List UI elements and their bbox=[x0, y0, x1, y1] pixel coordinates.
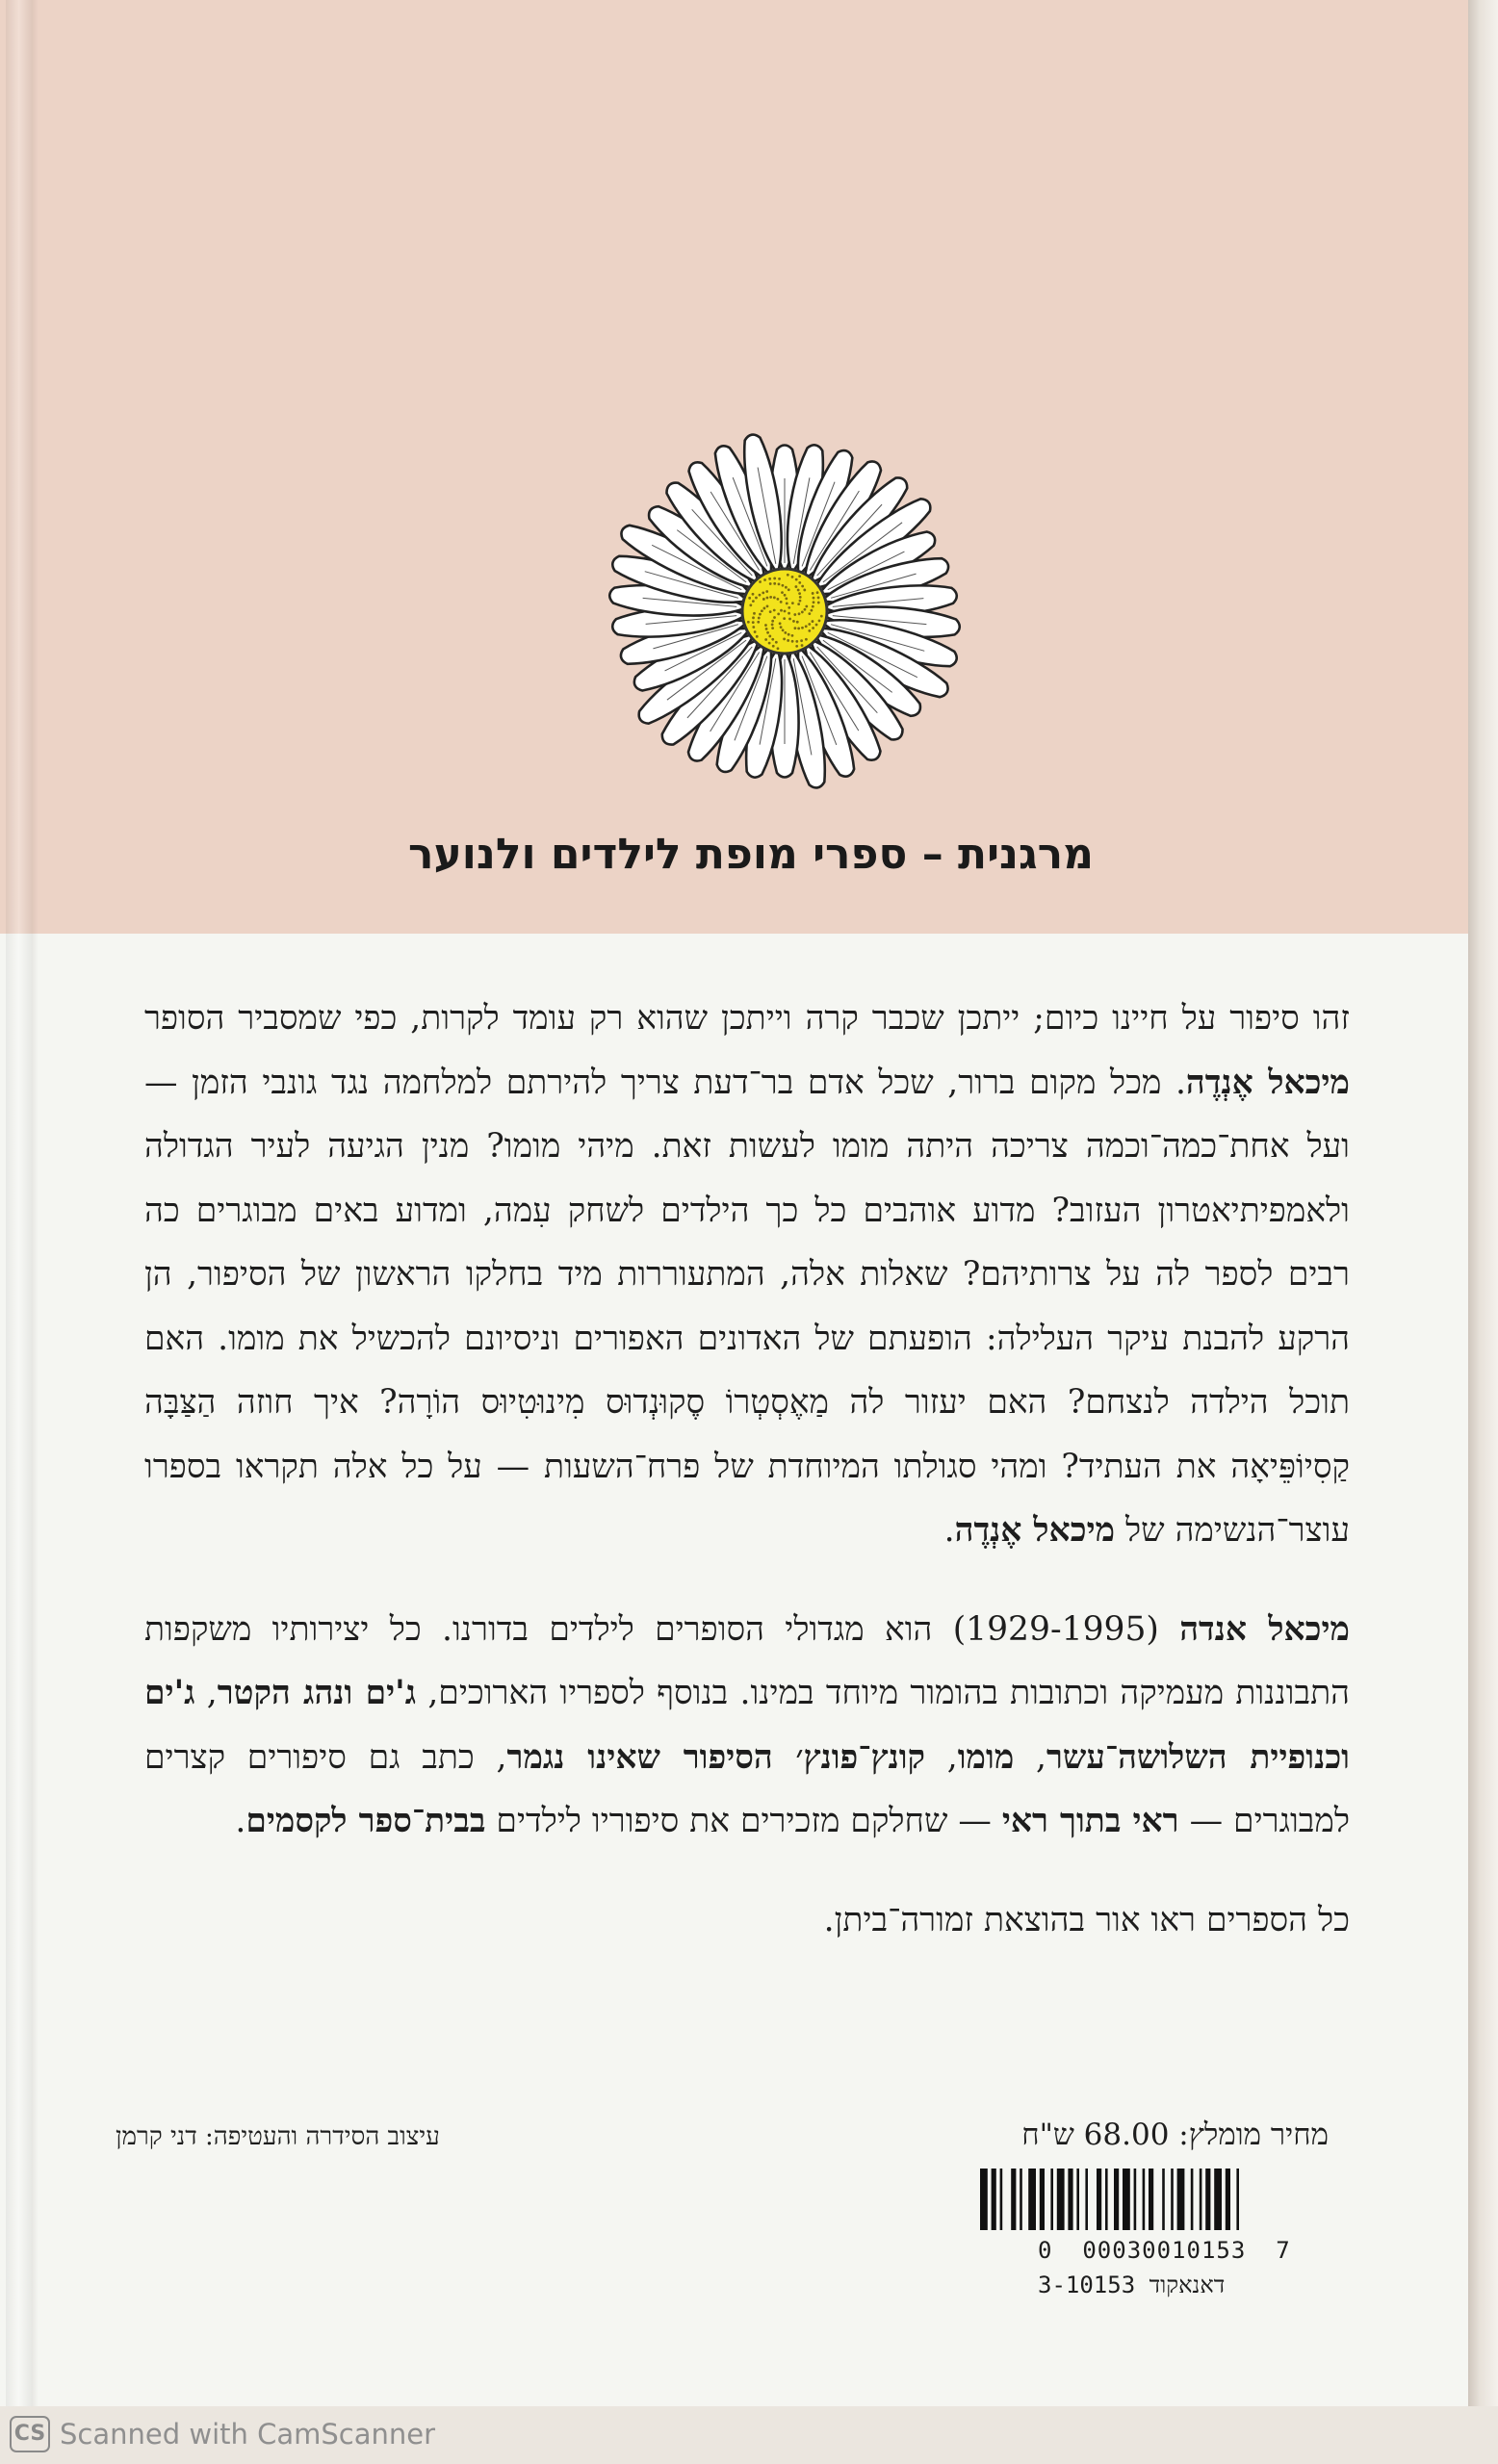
author_bio-segment: ראי בתוך ראי bbox=[1001, 1802, 1179, 1840]
author-bio-paragraph bbox=[144, 1598, 1350, 1854]
barcode-number: 0 00030010153 7 bbox=[1038, 2237, 1291, 2264]
price-label: מחיר מומלץ: 68.00 ש"ח bbox=[1021, 2118, 1329, 2152]
author_bio-segment: . bbox=[235, 1802, 246, 1840]
synopsis-segment: . bbox=[943, 1511, 955, 1550]
daisy-illustration bbox=[578, 404, 992, 818]
synopsis-segment: מיכאל אֶנְדֶה bbox=[954, 1511, 1116, 1550]
series-title: מרגנית – ספרי מופת לילדים ולנוער bbox=[408, 830, 1094, 879]
camscanner-logo-icon: CS bbox=[10, 2416, 50, 2452]
author_bio-segment: מיכאל אנדה bbox=[1179, 1609, 1350, 1649]
author_bio-segment: — שחלקם מזכירים את סיפוריו לילדים bbox=[485, 1802, 1002, 1840]
camscanner-watermark-text: Scanned with CamScanner bbox=[60, 2418, 436, 2451]
synopsis-segment: . מכל מקום ברור, שכל אדם בר־דעת צריך להירתם למלחמה נגד גונבי הזמן — ועל אחת־כמה־וכמה צריכה היתה מומו לעשות זאת. מיהי מומו? מנין הגיעה לעיר הגדולה ולאמפיתיאטרון העזוב? מדוע אוהבים כל כך הילדים לשחק עִמה, ומדוע באים מבוגרים כה רבים לספר לה על צרותיהם? שאלות אלה, המתעוררות מיד בחלקו הראשון של הסיפור, הן הרקע להבנת עיקר העלילה: הופעתם של האדונים האפורים וניסיונם להכשיל את מומו. האם תוכל הילדה לנצחם? האם יעזור לה מַאֶסְטְרוֹ סֶקוּנְדוּס מִינוּטִיוּס הוֹרָה? איך חוזה הַצַּבָּה קַסִיוֹפֵּיאָה את העתיד? ומהי סגולתו המיוחדת של פרח־השעות — על כל אלה תקראו בספרו עוצר־הנשימה של bbox=[144, 1063, 1350, 1550]
author_bio-segment: , bbox=[194, 1674, 218, 1712]
back-cover-text bbox=[144, 987, 1350, 1952]
hinge-shadow bbox=[6, 0, 39, 2406]
design-credit: עיצוב הסידרה והעטיפה: דני קרמן bbox=[116, 2122, 440, 2151]
author_bio-segment: , bbox=[1014, 1737, 1046, 1777]
author_bio-segment: , bbox=[925, 1737, 958, 1777]
spine-edge bbox=[1468, 0, 1498, 2406]
author_bio-segment: מומו bbox=[957, 1737, 1015, 1777]
author_bio-segment: בבית־ספר לקסמים bbox=[245, 1802, 486, 1840]
synopsis-paragraph bbox=[144, 987, 1350, 1563]
barcode-code: דאנאקוד 3-10153 bbox=[1038, 2272, 1226, 2298]
author_bio-segment: ג'ים וכנופיית השלושה־עשר bbox=[144, 1674, 1351, 1777]
author_bio-segment: (1929-1995) הוא מגדולי הסופרים לילדים בדורנו. כל יצירותיו משקפות התבוננות מעמיקה וכתובות בהומור מיוחד במינו. בנוסף לספריו הארוכים, bbox=[144, 1609, 1351, 1712]
author_bio-segment: ג'ים ונהג הקטר bbox=[217, 1674, 417, 1712]
author_bio-segment: , כתב גם סיפורים קצרים למבוגרים — bbox=[144, 1737, 1350, 1840]
author_bio-segment: קונץ־פונץ׳ הסיפור שאינו נגמר bbox=[506, 1737, 926, 1777]
synopsis-segment: מיכאל אֶנְדֶה bbox=[1185, 1063, 1350, 1102]
barcode-image bbox=[980, 2169, 1341, 2230]
synopsis-segment: זהו סיפור על חיינו כיום; ייתכן שכבר קרה וייתכן שהוא רק עומד לקרות, כפי שמסביר הסופר bbox=[144, 999, 1350, 1038]
publisher-note: כל הספרים ראו אור בהוצאת זמורה־ביתן. bbox=[823, 1900, 1350, 1939]
